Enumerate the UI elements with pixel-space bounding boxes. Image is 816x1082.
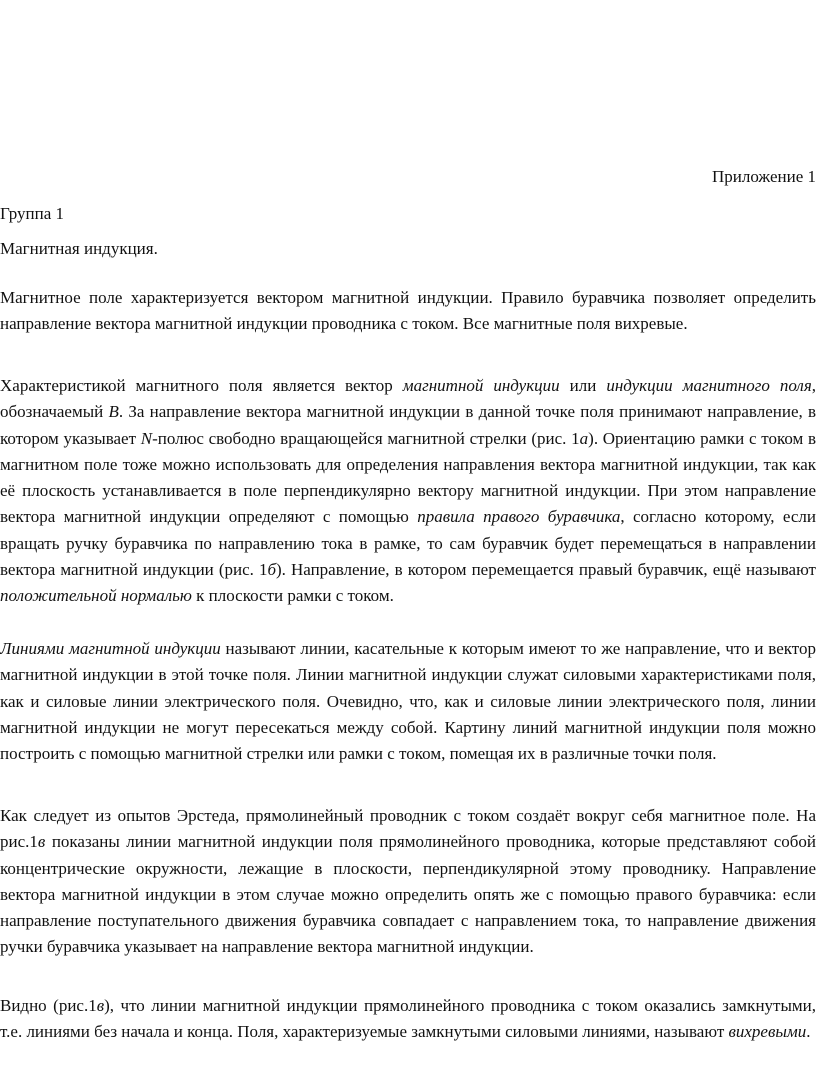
paragraph-3 (0, 636, 816, 767)
text-run: к плоскости рамки с током. (191, 586, 394, 606)
italic-term: положительной нормалью (0, 586, 192, 606)
text-run: ). Ориентацию рамки с током в магнитном поле тоже можно использовать для определения направления вектора магнитной индукции, так как её плоскость устанавливается в поле перпендикулярно вектору магнитной индукции. При этом направление вектора магнитной индукции определяют с помощью (0, 428, 816, 527)
italic-term: в (96, 996, 105, 1015)
text-run: . За направление вектора магнитной индукции в данной точке поля принимают направление, в котором указывает (0, 402, 816, 448)
group-label: Группа 1 (0, 204, 65, 223)
italic-term: магнитной индукции (402, 376, 560, 395)
text-run: называют линии, касательные к которым имеют то же направление, что и вектор магнитной индукции в этой точке поля. Линии магнитной индукции служат силовыми характеристиками поля, как и силовые линии электрического поля. Очевидно, что, как и силовые линии электрического поля, линии магнитной индукции не могут пересекаться между собой. Картину линий магнитной индукции поля можно построить с помощью магнитной стрелки или рамки с током, помещая их в различные точки поля. (0, 639, 816, 764)
text-run: Как следует из опытов Эрстеда, прямолинейный проводник с током создаёт вокруг себя магнитное поле. На рис.1 (0, 806, 816, 852)
paragraph-2 (0, 373, 816, 610)
text-run: , обозначаемый (0, 376, 816, 422)
text-run: ). Направление, в котором перемещается правый буравчик, ещё называют (276, 560, 816, 580)
italic-term: б (267, 560, 277, 580)
text-run: Характеристикой магнитного поля является вектор (0, 376, 403, 395)
italic-term: правила правого буравчика (417, 507, 621, 527)
text-run: или (559, 376, 607, 395)
appendix-label: Приложение 1 (712, 167, 816, 186)
italic-term: B (108, 402, 119, 422)
paragraph-4 (0, 803, 816, 961)
text-run: . (806, 1022, 811, 1042)
text-run: показаны линии магнитной индукции поля прямолинейного проводника, которые представляют собой концентрические окружности, лежащие в плоскости, перпендикулярной этому проводнику. Направление вектора магнитной индукции в этом случае можно определить опять же с помощью правого буравчика: если направление поступательного движения буравчика совпадает с направлением тока, то направление движения ручки буравчика указывает на направление вектора магнитной индукции. (0, 832, 816, 957)
italic-term: а (579, 428, 589, 448)
italic-term: индукции магнитного поля (606, 376, 812, 395)
italic-term: N (140, 428, 153, 448)
italic-term: в (37, 832, 46, 852)
italic-term: вихревыми (728, 1022, 807, 1042)
text-run: Видно (рис.1 (0, 996, 97, 1015)
text-run: , согласно которому, если вращать ручку буравчика по направлению тока в рамке, то сам буравчик будет перемещаться в направлении вектора магнитной индукции (рис. 1 (0, 507, 816, 580)
text-run: ), что линии магнитной индукции прямолинейного проводника с током оказались замкнутыми, т.е. линиями без начала и конца. Поля, характеризуемые замкнутыми силовыми линиями, называют (0, 996, 816, 1042)
text-run: -полюс свободно вращающейся магнитной стрелки (рис. 1 (152, 428, 580, 448)
paragraph-1: Магнитное поле характеризуется вектором магнитной индукции. Правило буравчика позволяет определить направление вектора магнитной индукции проводника с током. Все магнитные поля вихревые. (0, 288, 816, 334)
paragraph-5 (0, 993, 816, 1046)
italic-term: Линиями магнитной индукции (0, 639, 221, 658)
section-title: Магнитная индукция. (0, 239, 158, 258)
